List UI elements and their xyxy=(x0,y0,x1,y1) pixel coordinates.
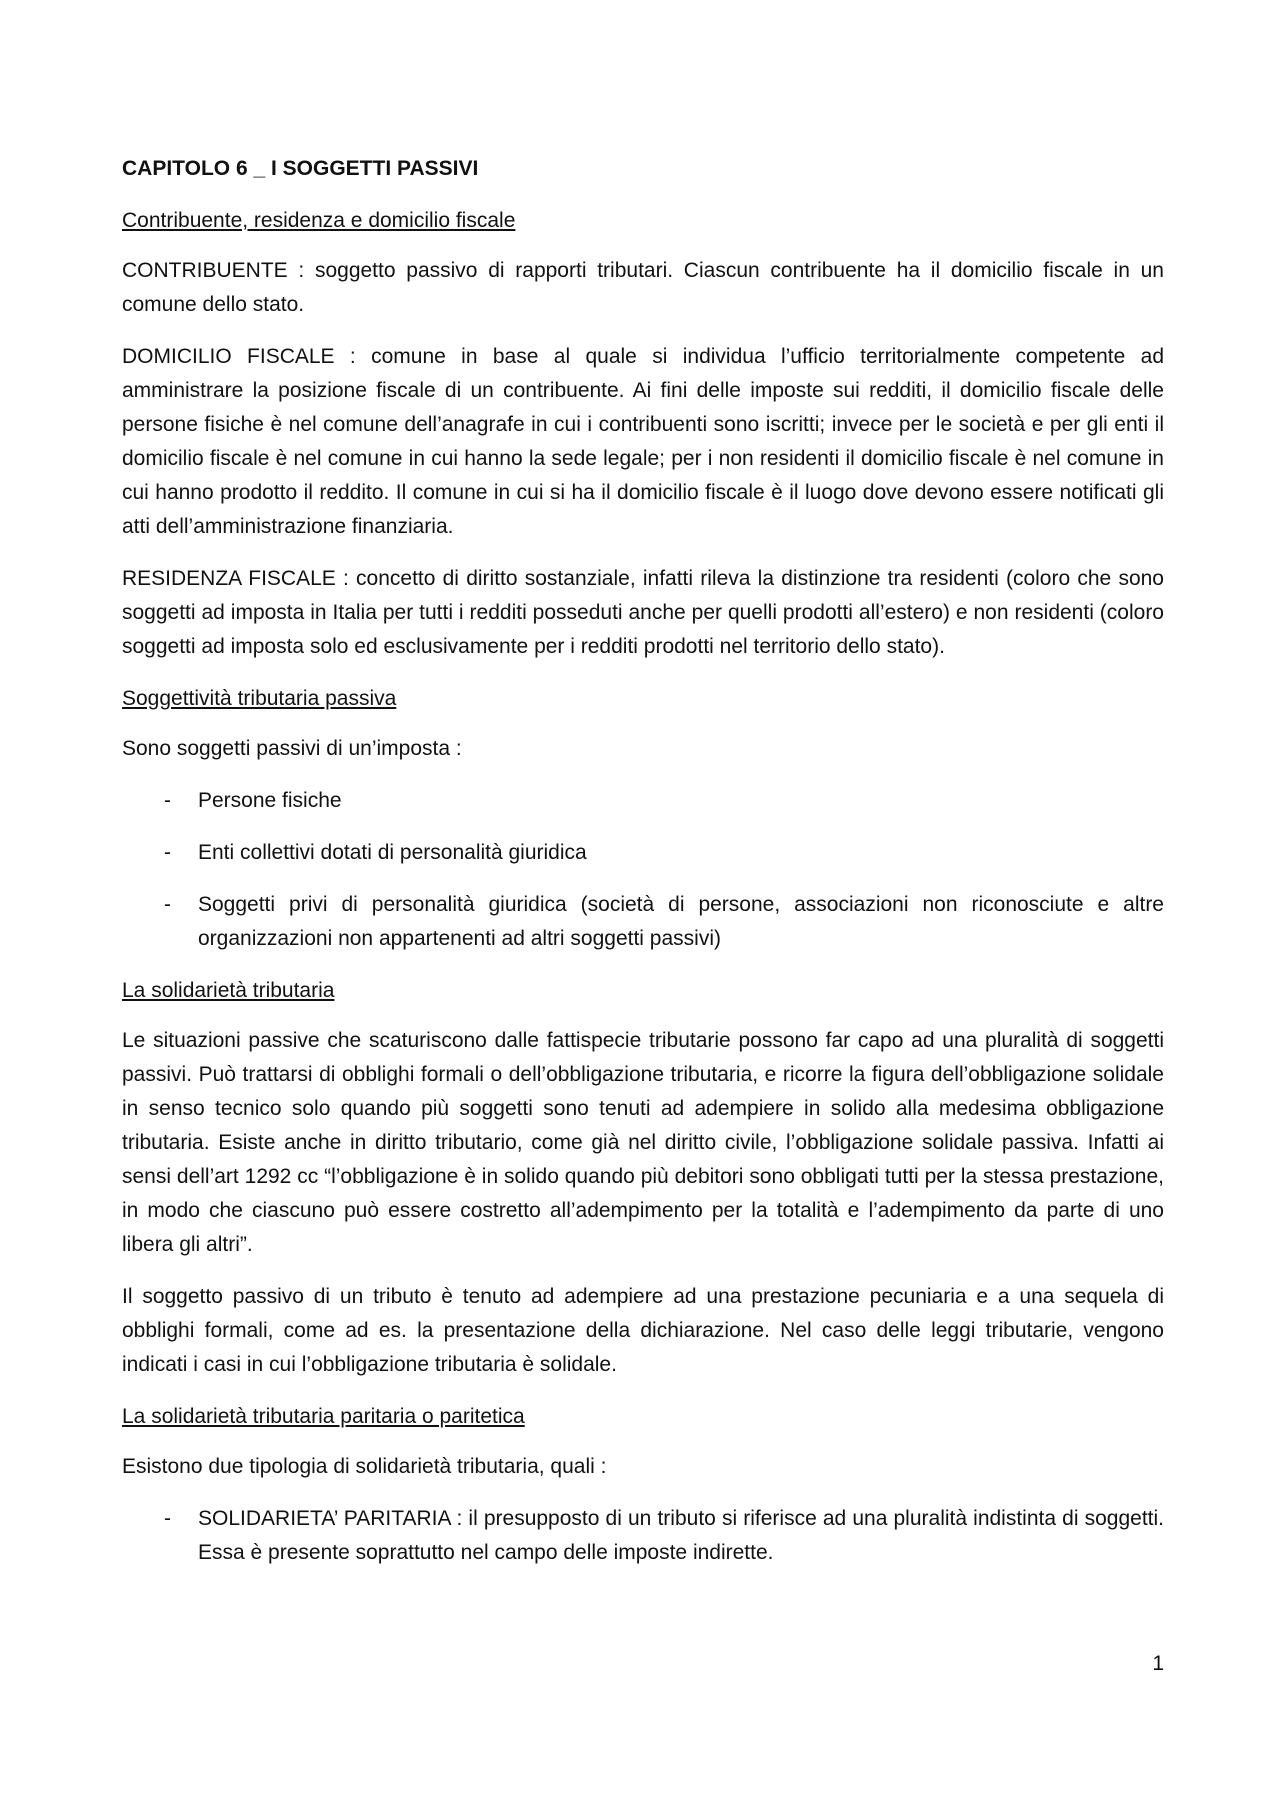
paragraph-contribuente: CONTRIBUENTE : soggetto passivo di rapporti tributari. Ciascun contribuente ha il domicilio fiscale in un comune dello stato. xyxy=(122,259,1164,316)
paragraph-solidarieta-2: Il soggetto passivo di un tributo è tenuto ad adempiere ad una prestazione pecuniaria e a una sequela di obblighi formali, come ad es. la presentazione della dichiarazione. Nel caso delle leggi tributarie, vengono indicati i casi in cui l’obbligazione tributaria è solidale. xyxy=(122,1285,1164,1376)
page-number: 1 xyxy=(1152,1652,1164,1675)
list-item-text: SOLIDARIETA’ PARITARIA : il presupposto di un tributo si riferisce ad una pluralità indistinta di soggetti. Essa è presente soprattutto nel campo delle imposte indirette. xyxy=(198,1507,1164,1564)
list-item-text: Persone fisiche xyxy=(198,789,342,812)
paragraph-domicilio-fiscale: DOMICILIO FISCALE : comune in base al quale si individua l’ufficio territorialmente competente ad amministrare la posizione fiscale di un contribuente. Ai fini delle imposte sui redditi, il domicilio fiscale delle persone fisiche è nel comune dell’anagrafe in cui i contribuenti sono iscritti; invece per le società e per gli enti il domicilio fiscale è nel comune in cui hanno la sede legale; per i non residenti il domicilio fiscale è nel comune in cui hanno prodotto il reddito. Il comune in cui si ha il domicilio fiscale è il luogo dove devono essere notificati gli atti dell’amministrazione finanziaria. xyxy=(122,345,1164,538)
list-dash: - xyxy=(164,893,171,916)
list-tipologie-solidarieta xyxy=(122,1502,1164,1570)
paragraph-residenza-fiscale: RESIDENZA FISCALE : concetto di diritto sostanziale, infatti rileva la distinzione tra residenti (coloro che sono soggetti ad imposta in Italia per tutti i redditi posseduti anche per quelli prodotti all’estero) e non residenti (coloro soggetti ad imposta solo ed esclusivamente per i redditi prodotti nel territorio dello stato). xyxy=(122,567,1164,658)
list-item xyxy=(122,1502,1164,1570)
list-item xyxy=(122,784,1164,818)
list-item-text: Soggetti privi di personalità giuridica (società di persone, associazioni non riconosciute e altre organizzazioni non appartenenti ad altri soggetti passivi) xyxy=(198,893,1164,950)
list-item-text: Enti collettivi dotati di personalità giuridica xyxy=(198,841,587,864)
section-heading-contribuente: Contribuente, residenza e domicilio fiscale xyxy=(122,209,516,232)
list-soggetti-passivi xyxy=(122,784,1164,956)
list-dash: - xyxy=(164,841,171,864)
list-item xyxy=(122,888,1164,956)
chapter-title: CAPITOLO 6 _ I SOGGETTI PASSIVI xyxy=(122,157,479,180)
section-heading-soggettivita: Soggettività tributaria passiva xyxy=(122,687,397,710)
document-body xyxy=(122,152,1164,1588)
paragraph-solidarieta-1: Le situazioni passive che scaturiscono dalle fattispecie tributarie possono far capo ad una pluralità di soggetti passivi. Può trattarsi di obblighi formali o dell’obbligazione tributaria, e ricorre la figura dell’obbligazione solidale in senso tecnico solo quando più soggetti sono tenuti ad adempiere in solido alla medesima obbligazione tributaria. Esiste anche in diritto tributario, come già nel diritto civile, l’obbligazione solidale passiva. Infatti ai sensi dell’art 1292 cc “l’obbligazione è in solido quando più debitori sono obbligati tutti per la stessa prestazione, in modo che ciascuno può essere costretto all’adempimento per la totalità e l’adempimento da parte di uno libera gli altri”. xyxy=(122,1029,1164,1256)
list-dash: - xyxy=(164,1507,171,1530)
section-heading-solidarieta: La solidarietà tributaria xyxy=(122,979,335,1002)
paragraph-soggetti-intro: Sono soggetti passivi di un’imposta : xyxy=(122,737,462,760)
paragraph-tipologie-intro: Esistono due tipologia di solidarietà tributaria, quali : xyxy=(122,1455,607,1478)
list-item xyxy=(122,836,1164,870)
section-heading-solidarieta-paritaria: La solidarietà tributaria paritaria o paritetica xyxy=(122,1405,525,1428)
list-dash: - xyxy=(164,789,171,812)
